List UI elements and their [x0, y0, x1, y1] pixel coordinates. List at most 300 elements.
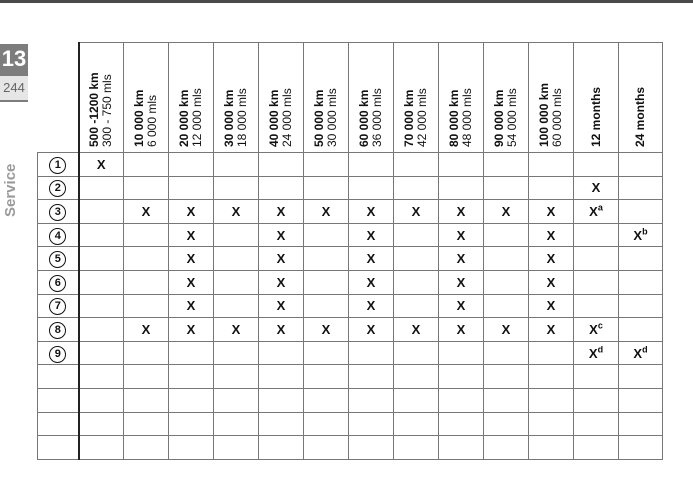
schedule-cell — [124, 200, 169, 224]
check-mark: X — [186, 274, 196, 290]
schedule-cell — [259, 176, 304, 200]
circled-number: 9 — [49, 346, 66, 363]
row-number-cell — [38, 365, 79, 389]
schedule-cell — [259, 412, 304, 436]
check-mark: X — [456, 298, 466, 314]
check-mark: X — [501, 321, 511, 337]
schedule-cell — [439, 388, 484, 412]
footnote-marker: b — [642, 226, 648, 237]
circled-number: 2 — [49, 180, 66, 197]
schedule-cell — [304, 412, 349, 436]
table-row — [38, 365, 663, 389]
check-mark: X — [276, 274, 286, 290]
schedule-cell — [169, 365, 214, 389]
schedule-cell — [169, 318, 214, 342]
column-header-text — [448, 43, 474, 147]
schedule-cell — [574, 200, 619, 224]
circled-number: 5 — [49, 251, 66, 268]
check-mark: X — [501, 203, 511, 219]
schedule-cell — [349, 200, 394, 224]
schedule-cell — [79, 294, 124, 318]
schedule-cell — [259, 341, 304, 365]
schedule-cell — [304, 247, 349, 271]
column-header-text — [313, 43, 339, 147]
check-mark: X — [456, 251, 466, 267]
schedule-cell — [124, 270, 169, 294]
row-number-cell — [38, 176, 79, 200]
schedule-cell — [349, 318, 394, 342]
schedule-cell — [619, 247, 663, 271]
schedule-cell — [619, 294, 663, 318]
column-header-text — [223, 43, 249, 147]
schedule-cell — [619, 318, 663, 342]
schedule-cell — [304, 365, 349, 389]
column-header-text — [133, 43, 159, 147]
check-mark: X — [231, 203, 241, 219]
schedule-cell — [394, 223, 439, 247]
schedule-cell — [79, 365, 124, 389]
schedule-cell — [214, 294, 259, 318]
schedule-cell — [394, 412, 439, 436]
column-header-text — [493, 43, 519, 147]
column-header-miles: 6 000 mls — [145, 94, 159, 147]
schedule-cell — [304, 388, 349, 412]
column-header-miles: 18 000 mls — [235, 88, 249, 147]
column-header — [304, 43, 349, 153]
check-mark: X — [546, 298, 556, 314]
check-mark: X — [276, 227, 286, 243]
chapter-tab — [0, 44, 28, 102]
schedule-cell — [439, 153, 484, 177]
schedule-cell — [574, 294, 619, 318]
check-mark: X — [456, 274, 466, 290]
row-number-cell — [38, 388, 79, 412]
schedule-cell — [349, 247, 394, 271]
schedule-cell — [619, 153, 663, 177]
table-row — [38, 294, 663, 318]
table-row — [38, 270, 663, 294]
schedule-cell — [484, 436, 529, 460]
schedule-cell — [304, 270, 349, 294]
schedule-cell — [529, 153, 574, 177]
footnote-marker: a — [597, 202, 603, 213]
schedule-cell — [349, 388, 394, 412]
check-mark: X — [321, 321, 331, 337]
schedule-cell — [439, 223, 484, 247]
schedule-cell — [259, 436, 304, 460]
circled-number: 7 — [49, 298, 66, 315]
check-mark: X — [411, 203, 421, 219]
schedule-cell — [394, 294, 439, 318]
schedule-cell — [394, 270, 439, 294]
top-rule — [0, 0, 693, 3]
check-mark: X — [186, 321, 196, 337]
column-header — [124, 43, 169, 153]
schedule-cell — [529, 223, 574, 247]
row-number-cell — [38, 318, 79, 342]
row-number-cell — [38, 200, 79, 224]
table-row — [38, 388, 663, 412]
schedule-cell — [619, 200, 663, 224]
schedule-cell — [439, 365, 484, 389]
schedule-cell — [619, 436, 663, 460]
row-number-cell — [38, 294, 79, 318]
check-mark: X — [186, 227, 196, 243]
schedule-cell — [214, 247, 259, 271]
column-header-miles: 24 000 mls — [280, 88, 294, 147]
schedule-cell — [394, 341, 439, 365]
schedule-cell — [529, 388, 574, 412]
header-row — [38, 43, 663, 153]
row-number-cell — [38, 436, 79, 460]
column-header-km: 50 000 km — [312, 89, 326, 147]
schedule-cell — [439, 247, 484, 271]
check-mark: X — [276, 203, 286, 219]
schedule-cell — [619, 412, 663, 436]
circled-number: 4 — [49, 228, 66, 245]
schedule-cell — [259, 270, 304, 294]
footnote-marker: d — [642, 344, 648, 355]
schedule-cell — [214, 153, 259, 177]
column-header-miles: 36 000 mls — [370, 88, 384, 147]
table-row — [38, 223, 663, 247]
check-mark: X — [366, 203, 376, 219]
schedule-cell — [574, 365, 619, 389]
schedule-cell — [169, 247, 214, 271]
check-mark: X — [186, 298, 196, 314]
column-header-km: 40 000 km — [267, 89, 281, 147]
corner-cell — [38, 43, 79, 153]
schedule-cell — [79, 412, 124, 436]
circled-number: 1 — [49, 157, 66, 174]
schedule-cell — [124, 388, 169, 412]
schedule-cell — [574, 318, 619, 342]
schedule-cell — [124, 436, 169, 460]
schedule-cell — [394, 176, 439, 200]
check-mark: X — [366, 227, 376, 243]
schedule-cell — [349, 153, 394, 177]
schedule-cell — [259, 247, 304, 271]
check-mark: X — [276, 251, 286, 267]
schedule-cell — [214, 318, 259, 342]
check-mark: X — [546, 203, 556, 219]
column-header-text — [403, 43, 429, 147]
schedule-cell — [214, 365, 259, 389]
schedule-cell — [529, 436, 574, 460]
schedule-cell — [484, 270, 529, 294]
check-mark: X — [186, 251, 196, 267]
schedule-cell — [349, 436, 394, 460]
schedule-cell — [394, 153, 439, 177]
circled-number: 8 — [49, 322, 66, 339]
schedule-cell — [529, 318, 574, 342]
schedule-cell — [214, 176, 259, 200]
check-mark: X — [366, 274, 376, 290]
schedule-cell — [169, 176, 214, 200]
column-header-km: 60 000 km — [357, 89, 371, 147]
schedule-cell — [124, 176, 169, 200]
check-mark: X — [456, 203, 466, 219]
column-header — [79, 43, 124, 153]
table-row — [38, 436, 663, 460]
schedule-cell — [574, 388, 619, 412]
column-header-text — [268, 43, 294, 147]
schedule-cell — [124, 341, 169, 365]
column-header-km: 24 months — [633, 86, 647, 147]
schedule-cell — [574, 176, 619, 200]
schedule-cell — [439, 341, 484, 365]
column-header-text — [634, 43, 647, 147]
column-header-miles: 54 000 mls — [505, 88, 519, 147]
schedule-cell — [439, 436, 484, 460]
footnote-marker: c — [597, 320, 603, 331]
schedule-cell — [394, 200, 439, 224]
schedule-cell — [169, 153, 214, 177]
schedule-cell — [214, 223, 259, 247]
schedule-cell — [484, 294, 529, 318]
schedule-cell — [349, 294, 394, 318]
row-number-cell — [38, 223, 79, 247]
column-header-km: 10 000 km — [132, 89, 146, 147]
schedule-cell — [619, 388, 663, 412]
schedule-cell — [349, 341, 394, 365]
schedule-cell — [349, 176, 394, 200]
schedule-cell — [169, 200, 214, 224]
check-mark: X — [141, 203, 151, 219]
schedule-cell — [484, 318, 529, 342]
schedule-cell — [529, 341, 574, 365]
schedule-cell — [124, 365, 169, 389]
schedule-cell — [394, 388, 439, 412]
schedule-cell — [574, 223, 619, 247]
service-schedule-table — [37, 42, 663, 460]
check-mark: X — [456, 227, 466, 243]
schedule-cell — [214, 388, 259, 412]
schedule-cell — [214, 270, 259, 294]
check-mark: X — [589, 203, 598, 219]
schedule-cell — [349, 223, 394, 247]
schedule-cell — [169, 412, 214, 436]
check-mark: X — [546, 227, 556, 243]
check-mark: X — [231, 321, 241, 337]
schedule-cell — [484, 153, 529, 177]
check-mark: X — [411, 321, 421, 337]
schedule-cell — [619, 176, 663, 200]
schedule-cell — [259, 153, 304, 177]
schedule-cell — [259, 200, 304, 224]
schedule-cell — [484, 341, 529, 365]
column-header-km: 20 000 km — [177, 89, 191, 147]
schedule-cell — [79, 436, 124, 460]
schedule-cell — [214, 341, 259, 365]
schedule-cell — [79, 200, 124, 224]
schedule-cell — [304, 153, 349, 177]
column-header — [169, 43, 214, 153]
schedule-cell — [304, 200, 349, 224]
column-header — [214, 43, 259, 153]
column-header-text — [178, 43, 204, 147]
column-header-km: 100 000 km — [537, 82, 551, 147]
column-header-text — [88, 43, 114, 147]
column-header-miles: 48 000 mls — [460, 88, 474, 147]
schedule-cell — [574, 412, 619, 436]
schedule-cell — [169, 294, 214, 318]
column-header-miles: 42 000 mls — [415, 88, 429, 147]
schedule-cell — [574, 270, 619, 294]
circled-number: 6 — [49, 275, 66, 292]
schedule-cell — [349, 270, 394, 294]
check-mark: X — [366, 298, 376, 314]
schedule-cell — [259, 388, 304, 412]
column-header-km: 90 000 km — [492, 89, 506, 147]
table-row — [38, 341, 663, 365]
schedule-cell — [169, 436, 214, 460]
column-header — [259, 43, 304, 153]
check-mark: X — [546, 321, 556, 337]
schedule-cell — [169, 341, 214, 365]
column-header — [349, 43, 394, 153]
table-row — [38, 176, 663, 200]
schedule-cell — [304, 294, 349, 318]
schedule-cell — [394, 365, 439, 389]
schedule-cell — [79, 153, 124, 177]
column-header-km: 12 months — [588, 86, 603, 147]
schedule-cell — [439, 294, 484, 318]
schedule-cell — [214, 200, 259, 224]
column-header-km: 30 000 km — [222, 89, 236, 147]
column-header-text — [358, 43, 384, 147]
schedule-cell — [124, 294, 169, 318]
schedule-cell — [619, 270, 663, 294]
schedule-cell — [484, 223, 529, 247]
check-mark: X — [276, 298, 286, 314]
schedule-cell — [169, 388, 214, 412]
schedule-cell — [79, 388, 124, 412]
check-mark: X — [633, 227, 643, 243]
schedule-cell — [124, 318, 169, 342]
check-mark: X — [456, 321, 466, 337]
schedule-cell — [439, 318, 484, 342]
schedule-cell — [349, 412, 394, 436]
schedule-cell — [259, 294, 304, 318]
check-mark: X — [546, 251, 556, 267]
schedule-cell — [79, 176, 124, 200]
schedule-cell — [214, 412, 259, 436]
schedule-cell — [529, 294, 574, 318]
check-mark: X — [591, 180, 601, 196]
schedule-cell — [79, 341, 124, 365]
schedule-cell — [124, 412, 169, 436]
column-header-miles: 60 000 mls — [550, 88, 564, 147]
table-row — [38, 200, 663, 224]
schedule-cell — [484, 176, 529, 200]
schedule-cell — [619, 365, 663, 389]
check-mark: X — [96, 156, 106, 172]
check-mark: X — [366, 321, 376, 337]
schedule-cell — [529, 270, 574, 294]
row-number-cell — [38, 270, 79, 294]
row-number-cell — [38, 412, 79, 436]
schedule-cell — [304, 318, 349, 342]
schedule-cell — [169, 223, 214, 247]
schedule-cell — [529, 176, 574, 200]
schedule-cell — [349, 365, 394, 389]
schedule-cell — [79, 318, 124, 342]
schedule-cell — [394, 318, 439, 342]
check-mark: X — [276, 321, 286, 337]
schedule-cell — [304, 223, 349, 247]
schedule-cell — [304, 176, 349, 200]
schedule-cell — [574, 153, 619, 177]
schedule-cell — [304, 341, 349, 365]
row-number-cell — [38, 153, 79, 177]
column-header-text — [538, 43, 564, 147]
schedule-cell — [79, 223, 124, 247]
schedule-cell — [529, 412, 574, 436]
schedule-cell — [214, 436, 259, 460]
check-mark: X — [366, 251, 376, 267]
row-number-cell — [38, 341, 79, 365]
schedule-cell — [484, 412, 529, 436]
column-header-miles: 300 - 750 mls — [100, 74, 115, 147]
schedule-cell — [619, 341, 663, 365]
section-label: Service — [2, 163, 19, 217]
schedule-cell — [574, 247, 619, 271]
schedule-cell — [529, 247, 574, 271]
circled-number: 3 — [49, 204, 66, 221]
schedule-cell — [169, 270, 214, 294]
schedule-cell — [484, 247, 529, 271]
schedule-cell — [484, 200, 529, 224]
column-header-km: 70 000 km — [402, 89, 416, 147]
column-header — [529, 43, 574, 153]
table-row — [38, 153, 663, 177]
column-header — [394, 43, 439, 153]
page-number: 244 — [0, 76, 28, 100]
schedule-cell — [439, 176, 484, 200]
schedule-cell — [79, 270, 124, 294]
column-header-km: 500 -1200 km — [87, 72, 102, 147]
schedule-cell — [124, 223, 169, 247]
check-mark: X — [186, 203, 196, 219]
check-mark: X — [546, 274, 556, 290]
schedule-cell — [484, 365, 529, 389]
schedule-cell — [304, 436, 349, 460]
column-header — [439, 43, 484, 153]
schedule-cell — [259, 365, 304, 389]
schedule-cell — [439, 412, 484, 436]
check-mark: X — [141, 321, 151, 337]
schedule-cell — [529, 200, 574, 224]
table-row — [38, 247, 663, 271]
column-header-text — [590, 43, 603, 147]
schedule-cell — [529, 365, 574, 389]
schedule-cell — [124, 247, 169, 271]
column-header-miles: 30 000 mls — [325, 88, 339, 147]
schedule-cell — [259, 223, 304, 247]
column-header-km: 80 000 km — [447, 89, 461, 147]
table-row — [38, 318, 663, 342]
schedule-cell — [124, 153, 169, 177]
table-row — [38, 412, 663, 436]
check-mark: X — [321, 203, 331, 219]
schedule-cell — [259, 318, 304, 342]
schedule-cell — [394, 247, 439, 271]
schedule-cell — [394, 436, 439, 460]
row-number-cell — [38, 247, 79, 271]
check-mark: X — [633, 345, 643, 361]
schedule-cell — [619, 223, 663, 247]
